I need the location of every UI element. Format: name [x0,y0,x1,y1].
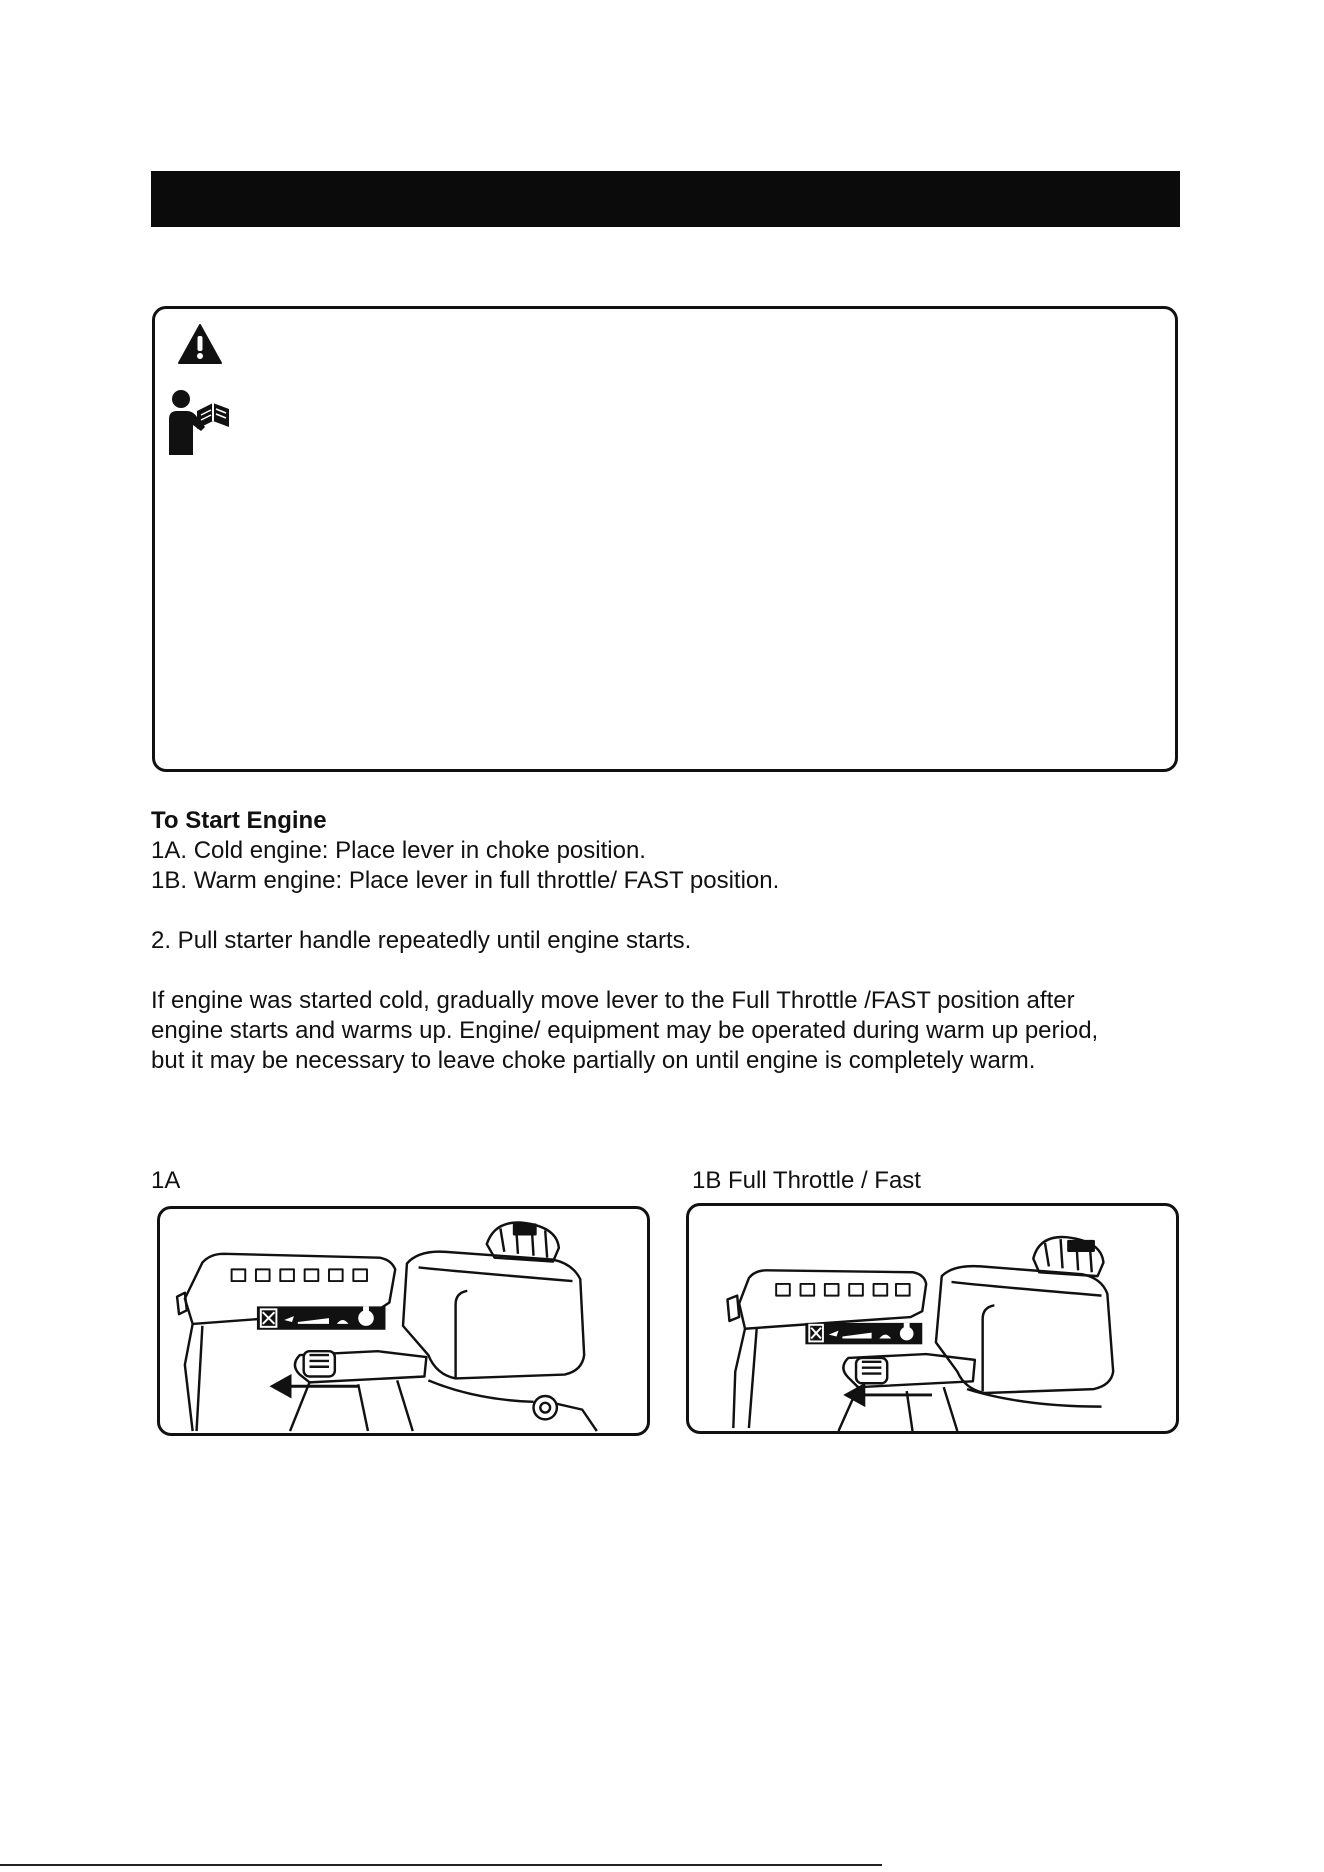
figure-1b-label: 1B Full Throttle / Fast [692,1167,921,1194]
figure-1b-illustration [686,1203,1179,1434]
safety-warning-box [152,306,1178,772]
warning-triangle-icon [177,323,223,365]
section-title: To Start Engine [151,807,327,834]
paragraph-line-2: engine starts and warms up. Engine/ equipment may be operated during warm up period, [151,1017,1099,1044]
step-1a: 1A. Cold engine: Place lever in choke position. [151,837,646,864]
figure-1a-illustration [157,1206,650,1436]
engine-throttle-drawing [689,1206,1176,1431]
step-1b: 1B. Warm engine: Place lever in full throttle/ FAST position. [151,867,780,894]
read-manual-icon [167,389,235,455]
footer-rule [0,1864,882,1866]
paragraph-line-3: but it may be necessary to leave choke partially on until engine is completely warm. [151,1047,1036,1074]
paragraph-line-1: If engine was started cold, gradually move lever to the Full Throttle /FAST position after [151,987,1075,1014]
section-header-bar [151,171,1180,227]
engine-choke-drawing [160,1209,647,1433]
figure-1a-label: 1A [151,1167,181,1194]
step-2: 2. Pull starter handle repeatedly until engine starts. [151,927,692,954]
